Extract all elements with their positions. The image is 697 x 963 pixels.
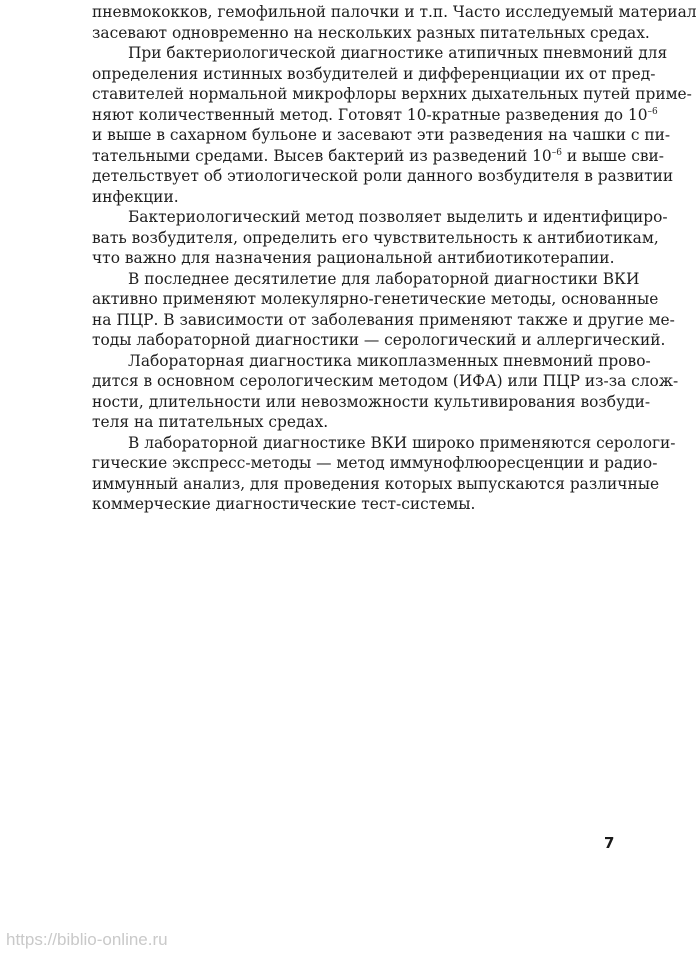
text-line: В последнее десятилетие для лабораторной диагностики ВКИ [128,269,640,288]
page-number: 7 [604,834,615,852]
text-line: детельствует об этиологической роли данного возбудителя в развитии [92,167,674,185]
text-line: ности, длительности или невозможности культивирования возбуди- [92,392,651,411]
text-line: ставителей нормальной микрофлоры верхних дыхательных путей приме- [92,85,692,103]
watermark: https://biblio-online.ru [6,930,168,949]
text-line: инфекции. [92,187,179,206]
text-line: Лабораторная диагностика микоплазменных пневмоний прово- [128,351,651,370]
text-line: теля на питательных средах. [92,413,329,431]
text-line: При бактериологической диагностике атипичных пневмоний для [128,44,668,62]
text-line: тоды лабораторной диагностики — серологический и аллергический. [92,331,666,349]
text-segment: няют количественный метод. Готовят 10-кратные разведения до 10 [92,105,648,124]
text-line: активно применяют молекулярно-генетические методы, основанные [92,290,659,308]
paragraph-2 [92,43,692,207]
text-line: Бактериологический метод позволяет выделить и идентифициро- [128,208,668,226]
text-segment: тательными средами. Высев бактерий из разведений 10 [92,146,552,165]
text-line [92,105,658,126]
text-line: что важно для назначения рациональной антибиотикотерапии. [92,249,615,267]
paragraph-6 [92,433,676,515]
paragraph-4 [92,269,675,351]
text-line: и выше в сахарном бульоне и засевают эти разведения на чашки с пи- [92,126,671,144]
text-line: на ПЦР. В зависимости от заболевания применяют также и другие ме- [92,310,675,329]
text-line: дится в основном серологическим методом (ИФА) или ПЦР из-за слож- [92,372,679,390]
text-line: коммерческие диагностические тест-системы. [92,495,476,513]
text-line [92,146,664,167]
text-line: пневмококков, гемофильной палочки и т.п. Часто исследуемый материал [92,3,697,21]
text-line: вать возбудителя, определить его чувствительность к антибиотикам, [92,228,659,247]
text-line: В лабораторной диагностике ВКИ широко применяются серологи- [128,433,676,452]
paragraph-5 [92,351,679,433]
document-body [92,2,697,515]
exponent: –6 [647,106,658,117]
paragraph-3 [92,207,668,269]
text-line: засевают одновременно на нескольких разных питательных средах. [92,23,650,42]
text-segment: и выше сви- [561,146,664,165]
text-line: иммунный анализ, для проведения которых выпускаются различные [92,474,660,493]
text-line: гические экспресс-методы — метод иммунофлюоресценции и радио- [92,454,658,472]
exponent: –6 [551,147,562,158]
paragraph-1 [92,2,697,43]
text-line: определения истинных возбудителей и дифференциации их от пред- [92,64,656,83]
